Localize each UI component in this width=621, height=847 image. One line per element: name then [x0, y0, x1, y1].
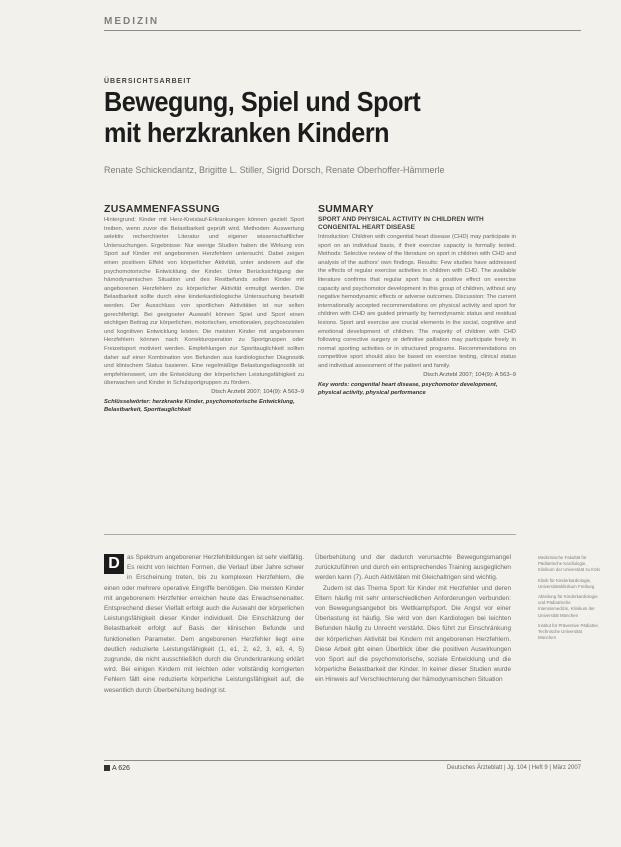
body-paragraph: Überbehütung und der dadurch verursachte Bewegungsmangel zurückzuführen und durch ein entsprechendes Training ausgeglichen werden kann (7). Auch Aktivitäten mit Gleichaltrigen sind wichtig. [315, 554, 511, 582]
page-marker-icon [104, 765, 110, 771]
page-number [104, 765, 130, 772]
title-line-1: Bewegung, Spiel und Sport [104, 86, 421, 117]
top-rule [104, 30, 581, 31]
affiliation-item: Institut für Präventive Pädiatrie, Technische Universität München [538, 622, 600, 641]
abstract-english-text: Introduction: Children with congenital heart disease (CHD) may participate in sport on an individual basis, if their exercise capacity is formally tested. Methods: Selective review of the literature on sport in children with CHD and analysis of the authors' own findings. Results: Few studies have addressed the effects of regular exercise activities in children with CHD. The available literature confirms that regular sport has a positive effect on exercise capacity and psychomotor development in this group of children, without any negative hemodynamic effects or adverse outcomes. Discussion: The current internationally accepted recommendations on physical activity and sport for children with CHD are guided primarily by hemodynamic status and residual lesions. Sport and exercise are crucial elements in the social, cognitive and emotional development of children. The majority of children with CHD following corrective surgery or definitive palliation may participate freely in normal sporting activities or in structured programs. Recommendations on competitive sport should also be based on exercise testing, clinical status and individual assessment of the patient and family. [318, 234, 516, 369]
abstract-german-citation: Dtsch Arztebl 2007; 104(9): A 563–9 [211, 388, 304, 395]
abstract-english [318, 203, 516, 397]
abstract-german-heading: ZUSAMMENFASSUNG [104, 203, 220, 215]
affiliation-item: Klinik für Kinderkardiologie, Universitätsklinikum Freiburg [538, 577, 595, 589]
abstract-english-keywords: Key words: congenital heart disease, psychomotor development, physical activity, physical performance [318, 381, 498, 396]
drop-cap: D [104, 554, 124, 574]
journal-reference: Deutsches Ärzteblatt | Jg. 104 | Heft 9 | März 2007 [446, 765, 581, 771]
abstract-english-subheading: SPORT AND PHYSICAL ACTIVITY IN CHILDREN WITH CONGENITAL HEART DISEASE [318, 216, 484, 231]
body-column-2 [315, 553, 511, 686]
affiliation-item: Medizinische Fakultät für Pädiatrische Kardiologie, Klinikum der Universität zu Köln [538, 555, 600, 573]
abstract-german-text: Hintergrund: Kinder mit Herz-Kreislauf-Erkrankungen können gezielt Sport treiben, wenn zuvor die Belastbarkeit geprüft wird. Methoden: Auswertung selektiv recherchierter Literatur und eigener wissenschaftlicher Untersuchungen. Ergebnisse: Nur wenige Studien haben die Wirkung von Sport auf Kinder mit angeborenen Herzfehlern untersucht. Dabei zeigen einen positiven Effekt von körperlicher Aktivität, unter anderem auf die psychomotorische Entwicklung der Kinder. Unter Berücksichtigung der hämodynamischen Situation und des Restbefunds sollten Kinder mit angeborenen Herzfehlern zu körperlicher Aktivität ermutigt werden. Die Belastbarkeit sollte durch eine kinderkardiologische Untersuchung beurteilt werden. Der Ausschluss von sportlichen Aktivitäten ist nur selten gerechtfertigt. Bei geeigneter Auswahl können Spiel und Sport einen wichtigen Beitrag zur körperlichen, motorischen, emotionalen, psychosozialen und kognitiven Entwicklung leisten. Die meisten Kinder mit angeborenen Herzfehlern können nach Korrekturoperation zu Sportgruppen oder Freizeitsport motiviert werden. Empfehlungen zur Sporttauglichkeit sollten daher auf einer Kombination von Befunden aus kardiologischer Diagnostik und klinischem Status basieren. Eine regelmäßige Belastungsdiagnostik ist empfehlenswert, um die Entwicklung der körperlichen Leistungsfähigkeit zu überwachen und Kinder in Schulsportgruppen zu fördern. [104, 217, 304, 387]
article-type: ÜBERSICHTSARBEIT [104, 78, 192, 85]
abstract-english-heading: SUMMARY [318, 203, 374, 215]
footer-rule [104, 760, 581, 761]
body-column-1 [104, 553, 304, 696]
article-title [104, 86, 518, 148]
title-line-2: mit herzkranken Kindern [104, 117, 390, 148]
author-affiliations [538, 555, 600, 645]
abstract-divider [104, 534, 516, 535]
body-column-1-text: as Spektrum angeborener Herzfehlbildungen ist sehr vielfältig. Es reicht von leichten Formen, die Verlauf über Jahre schwer in Erscheinung treten, bis zu komplexen Herzfehlern, die einen oder mehrere operative Eingriffe benötigen. Die meisten Kinder mit angeborenem Herzfehler erreichen heute das Erwachsenenalter. Entsprechend dieser Vielfalt erfolgt auch die Auswahl der körperlichen Leistungsfähigkeit dieser Kinder individuell. Die Einschätzung der Belastbarkeit erfolgt auf Basis der klinischen Befunde und funktionellen Parameter. Dem angeborenen Herzfehler liegt eine deutlich reduzierte Leistungsfähigkeit (1, e1, 2, e2, 3, e3, 4, 5) zugrunde, die nicht ausschließlich durch die Grunderkrankung erklärt wird. Bei einigen Kindern mit leichten oder vollständig korrigierten Fehlern fällt eine reduzierte körperliche Leistungsfähigkeit auf, die wesentlich durch Überbehütung bedingt ist. [104, 554, 304, 694]
abstract-german [104, 203, 304, 414]
abstract-german-keywords: Schlüsselwörter: herzkranke Kinder, psychomotorische Entwicklung, Belastbarkeit, Sporttauglichkeit [104, 398, 295, 413]
page-number-text: A 626 [112, 765, 130, 772]
author-list: Renate Schickendantz, Brigitte L. Stiller, Sigrid Dorsch, Renate Oberhoffer-Hämmerle [104, 165, 445, 175]
abstract-english-citation: Dtsch Arztebl 2007; 104(9): A 563–9 [423, 371, 516, 378]
body-paragraph: Zudem ist das Thema Sport für Kinder mit Herzfehler und deren Eltern häufig mit sehr unterschiedlichen Anforderungen verbunden: von Bewegungsangebot bis Wettkampfsport. Die Angst vor einer Überlastung ist häufig. Sie wird von den Kardiologen bei leichten Befunden häufig zu Unrecht verstärkt. Dies führt zur Einschränkung der körperlichen Aktivität bei Kindern mit angeborenen Herzfehlern. Diese Arbeit gibt einen Überblick über die positiven Auswirkungen von Sport auf die psychomotorische, soziale Entwicklung und die körperliche Belastbarkeit der Kinder. In keiner dieser Studien wurde ein Hinweis auf Verschlechterung der hämodynamischen Situation [315, 584, 511, 684]
affiliation-item: Abteilung für Kinderkardiologie und Pädiatrische Intensivmedizin, Klinikum der Universität München [538, 594, 598, 618]
section-label: MEDIZIN [104, 16, 160, 27]
